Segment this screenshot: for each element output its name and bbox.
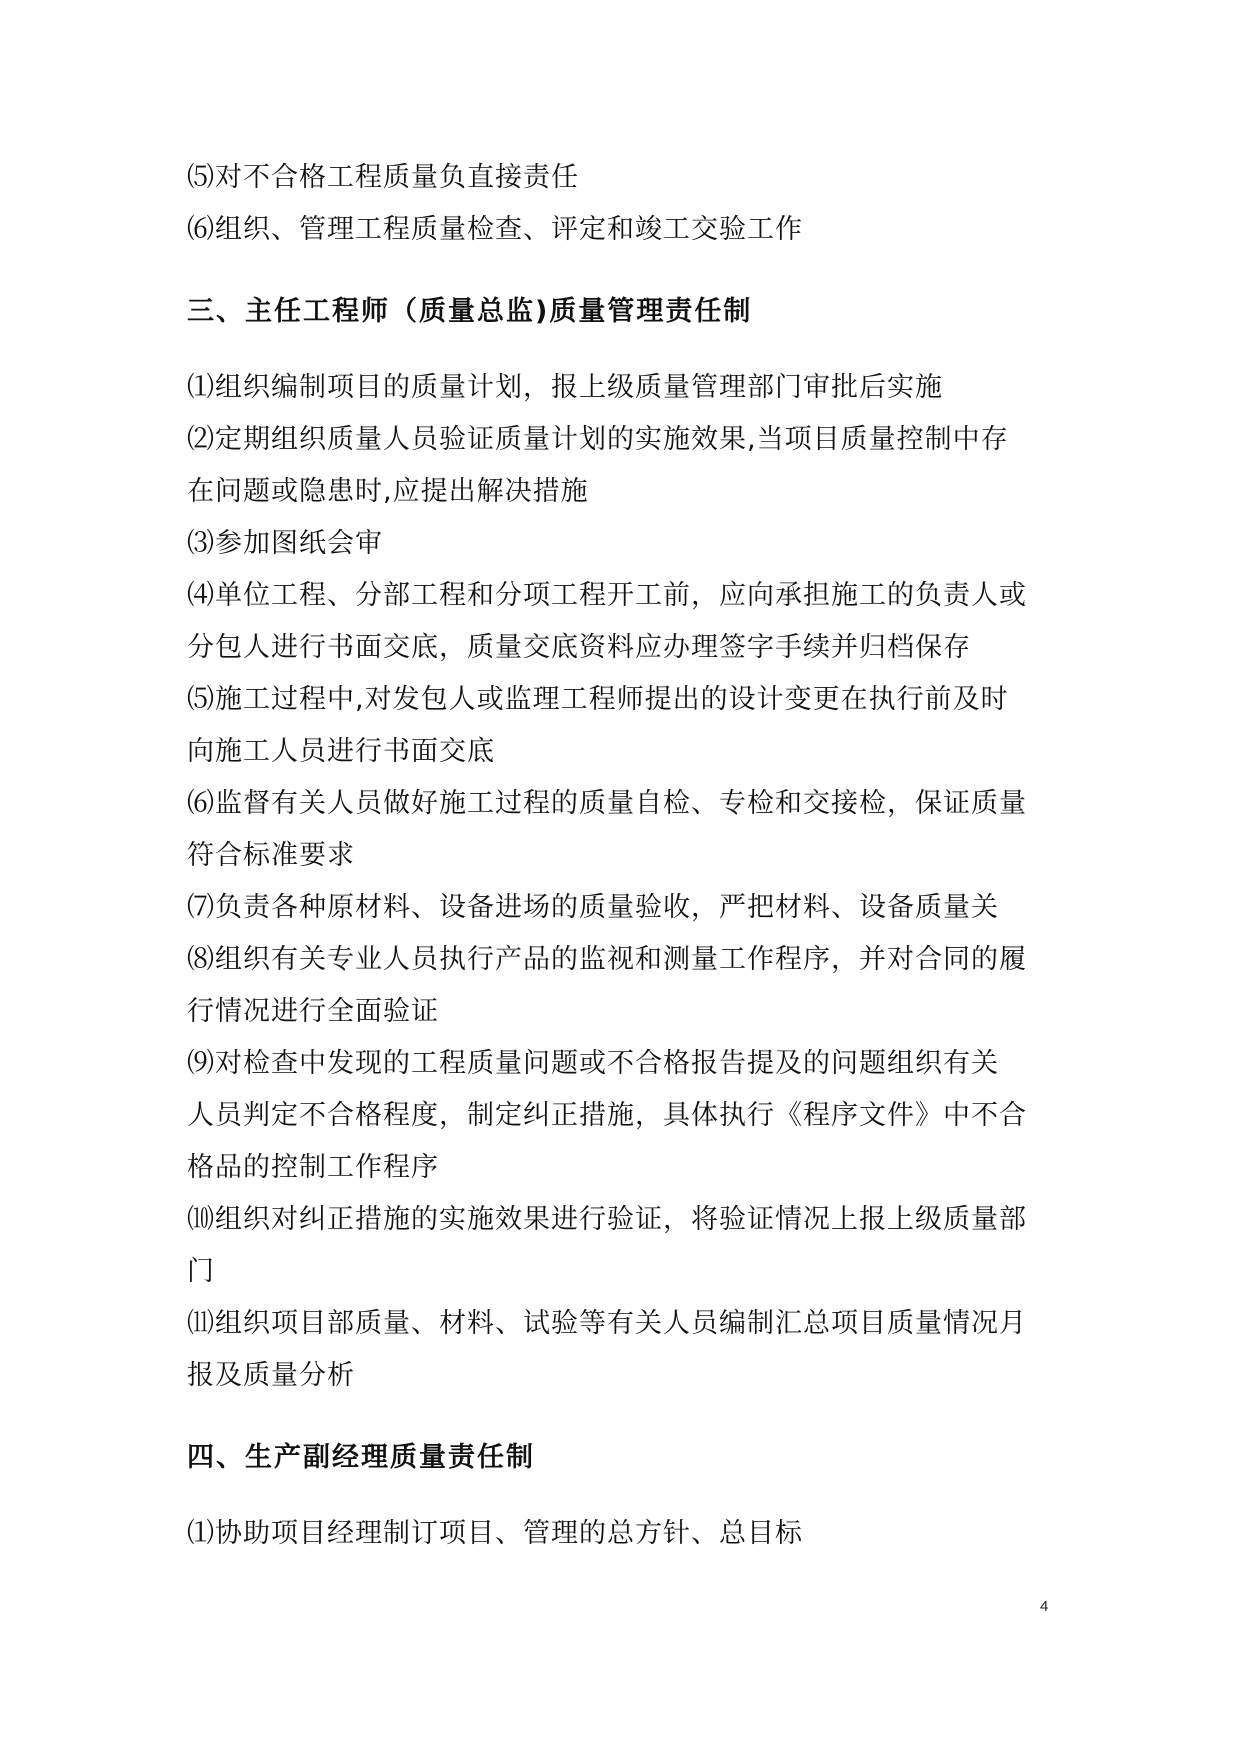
list-item (187, 882, 1057, 934)
list-item-line: 符合标准要求 (187, 840, 355, 871)
list-item (187, 778, 1057, 882)
list-item-line: ⑴协助项目经理制订项目、管理的总方针、总目标 (187, 1518, 803, 1549)
list-item (187, 934, 1057, 1038)
section4-list (187, 1508, 1057, 1560)
list-item-line: 人员判定不合格程度，制定纠正措施，具体执行《程序文件》中不合 (187, 1100, 1027, 1131)
list-item-line: ⑹监督有关人员做好施工过程的质量自检、专检和交接检，保证质量 (187, 788, 1027, 819)
list-item (187, 518, 1057, 570)
list-item-line: ⑽组织对纠正措施的实施效果进行验证，将验证情况上报上级质量部 (187, 1204, 1027, 1235)
list-item-line: ⑸对不合格工程质量负直接责任 (187, 162, 579, 193)
list-item-line: 门 (187, 1256, 215, 1287)
list-item (187, 362, 1057, 414)
list-item (187, 1038, 1057, 1194)
list-item-line: ⑻组织有关专业人员执行产品的监视和测量工作程序，并对合同的履 (187, 944, 1027, 975)
spacer (187, 1484, 1057, 1508)
list-item-line: ⑷单位工程、分部工程和分项工程开工前，应向承担施工的负责人或 (187, 580, 1027, 611)
list-item-line: 向施工人员进行书面交底 (187, 736, 495, 767)
list-item-line: ⑺负责各种原材料、设备进场的质量验收，严把材料、设备质量关 (187, 892, 999, 923)
section3-list (187, 362, 1057, 1402)
list-item-line: ⑶参加图纸会审 (187, 528, 383, 559)
list-item (187, 414, 1057, 518)
list-item-line: ⑹组织、管理工程质量检查、评定和竣工交验工作 (187, 214, 803, 245)
list-item (187, 1508, 1057, 1560)
list-item (187, 570, 1057, 674)
list-item-line: 报及质量分析 (187, 1360, 355, 1391)
list-item-line: ⑸施工过程中,对发包人或监理工程师提出的设计变更在执行前及时 (187, 684, 1009, 715)
section3-heading: 三、主任工程师（质量总监)质量管理责任制 (187, 296, 753, 327)
list-item-line: ⑾组织项目部质量、材料、试验等有关人员编制汇总项目质量情况月 (187, 1308, 1027, 1339)
list-item (187, 674, 1057, 778)
list-item-line: 行情况进行全面验证 (187, 996, 439, 1027)
page-number: 4 (1040, 1598, 1049, 1615)
list-item-line: 在问题或隐患时,应提出解决措施 (187, 476, 589, 507)
section4-heading: 四、生产副经理质量责任制 (187, 1442, 535, 1473)
spacer (187, 1402, 1057, 1432)
list-item-line: 格品的控制工作程序 (187, 1152, 439, 1183)
spacer (187, 256, 1057, 286)
list-item-line: ⑼对检查中发现的工程质量问题或不合格报告提及的问题组织有关 (187, 1048, 999, 1079)
list-item-line: ⑴组织编制项目的质量计划，报上级质量管理部门审批后实施 (187, 372, 943, 403)
spacer (187, 338, 1057, 362)
list-item (187, 152, 1057, 204)
document-body (187, 152, 1057, 1560)
list-item (187, 204, 1057, 256)
list-item (187, 1298, 1057, 1402)
section2-list (187, 152, 1057, 256)
list-item-line: 分包人进行书面交底，质量交底资料应办理签字手续并归档保存 (187, 632, 971, 663)
list-item-line: ⑵定期组织质量人员验证质量计划的实施效果,当项目质量控制中存 (187, 424, 1009, 455)
list-item (187, 1194, 1057, 1298)
